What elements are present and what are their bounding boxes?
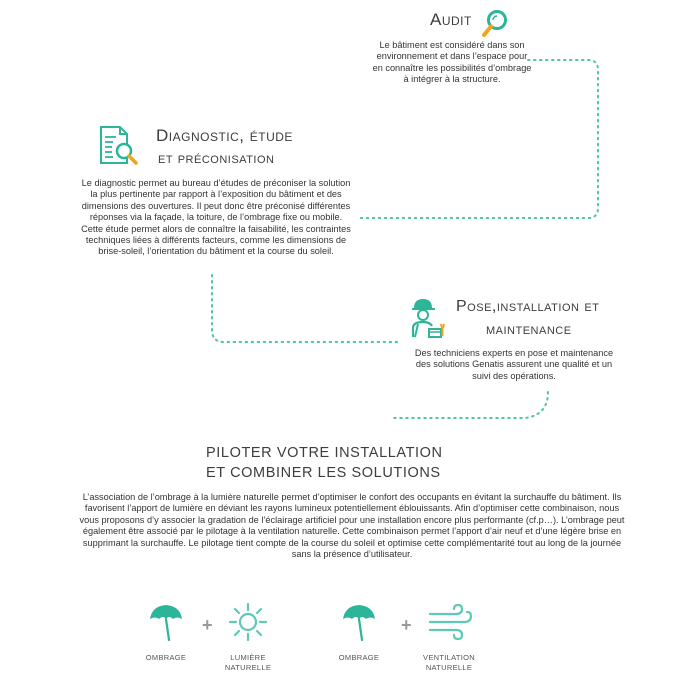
diagnostic-title-line2: et préconisation bbox=[158, 150, 275, 167]
pose-title-line2: maintenance bbox=[486, 321, 572, 338]
umbrella-icon bbox=[341, 603, 377, 643]
pose-text: Des techniciens experts en pose et maintenance des solutions Genatis assurent une qualité et un suivi des opérations. bbox=[414, 348, 614, 381]
magnifier-icon bbox=[480, 8, 512, 40]
caption-ombrage: OMBRAGE bbox=[145, 653, 187, 662]
piloter-text: L’association de l’ombrage à la lumière naturelle permet d’optimiser le confort des occupants en évitant la surchauffe du bâtiment. Ils favorisent l’apport de lumière en déviant les rayons lumineux potentiellement éblouissants. Afin d’optimiser cette combinaison, nous vous proposons d’y associer la gradation de l’éclairage artificiel pour une installation encore plus performante (cf.p…). L’ombrage peut également être associé par le pilotage à la ventilation naturelle. Cette combinaison permet l’apport d’air neuf et d’une légère brise en supprimant la surchauffe. Le pilotage tient compte de la course du soleil et optimise cette complémentarité tout au long de la journée sans la présence d’utilisateur. bbox=[79, 492, 625, 560]
document-magnifier-icon bbox=[98, 125, 140, 169]
plus-sign: + bbox=[202, 615, 213, 635]
wind-icon bbox=[426, 604, 474, 640]
audit-text: Le bâtiment est considéré dans son environnement et dans l’espace pour en connaître les possibilités d’ombrage à intégrer à la structure. bbox=[372, 40, 532, 85]
caption-lumiere-line1: LUMIÈRE bbox=[230, 653, 266, 662]
diagnostic-text: Le diagnostic permet au bureau d’études de préconiser la solution la plus pertinente par rapport à l’exposition du bâtiment et des dimensions des ouvertures. Il peut donc être préconisé différentes réponses via la façade, la toiture, de l’ombrage fixe ou mobile. Cette étude permet alors de connaître la faisabilité, les contraintes techniques liées à différents facteurs, comme les dimensions de brise-soleil, l’orientation du bâtiment et la course du soleil. bbox=[81, 178, 351, 257]
piloter-title-line1: PILOTER VOTRE INSTALLATION bbox=[206, 445, 443, 461]
caption-ventilation-naturelle bbox=[414, 653, 484, 673]
diagnostic-title-line1: Diagnostic, étude bbox=[156, 126, 293, 145]
caption-ventilation-line1: VENTILATION bbox=[423, 653, 475, 662]
audit-title: Audit bbox=[430, 10, 472, 29]
sun-icon bbox=[228, 602, 268, 642]
caption-lumiere-naturelle bbox=[218, 653, 278, 673]
caption-lumiere-line2: NATURELLE bbox=[224, 663, 272, 672]
pose-title-line1: Pose,installation et bbox=[456, 298, 600, 315]
umbrella-icon bbox=[148, 603, 184, 643]
piloter-title-line2: ET COMBINER LES SOLUTIONS bbox=[206, 465, 441, 481]
technician-icon bbox=[406, 296, 448, 340]
caption-ventilation-line2: NATURELLE bbox=[425, 663, 473, 672]
caption-ombrage: OMBRAGE bbox=[338, 653, 380, 662]
plus-sign: + bbox=[401, 615, 412, 635]
